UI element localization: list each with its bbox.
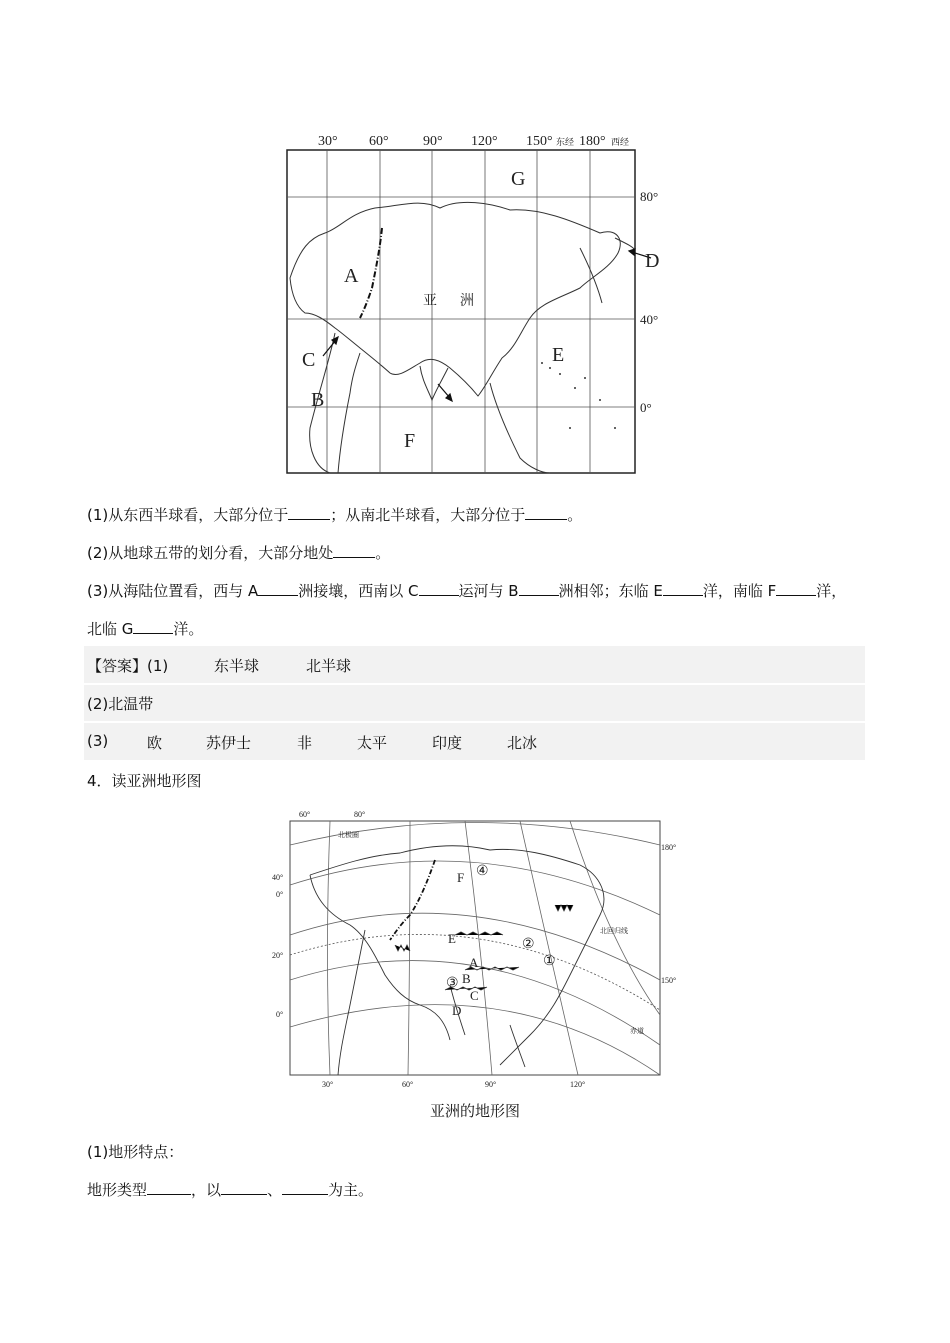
map-label-f: F [404,430,416,452]
map2-right-150: 150° [661,976,677,985]
map2-label-f: F [457,870,465,885]
answer-prefix: 【答案】(1) [87,657,169,675]
asia-position-map [280,128,680,478]
answer-1-a: 东半球 [214,657,260,675]
q3-part1 [87,505,582,525]
map2-bottom-30: 30° [322,1080,334,1089]
answer-row-2 [84,685,865,721]
q4-p2-text-c: 、 [267,1181,283,1199]
lon-west-label: 西经 [611,137,630,147]
map2-top-60: 60° [299,810,311,819]
q4-heading: 4．读亚洲地形图 [87,772,202,790]
lat-40: 40° [640,312,659,327]
q3-p3-text-d: 洲相邻；东临 E [558,582,663,600]
map2-equator: 赤道 [630,1027,644,1035]
answer-3-e: 印度 [432,734,463,752]
q4-part1-line [87,1180,373,1200]
answer-3-b: 苏伊士 [206,734,252,752]
map-title-ya: 亚 [423,294,437,309]
lon-180: 180° [579,134,606,149]
q3-p3-text-e: 洋，南临 F [702,582,777,600]
map2-bottom-120: 120° [570,1080,586,1089]
answer-2: (2)北温带 [87,695,154,713]
answer-row-1 [84,646,865,683]
answer-row-3 [84,723,865,760]
map2-top-80: 80° [354,810,366,819]
map-title-zhou: 洲 [460,294,474,309]
blank[interactable] [776,581,816,596]
blank[interactable] [288,505,330,520]
q3-part3 [87,581,846,601]
map2-arctic-circle: 北极圈 [338,831,359,839]
map2-left-0b: 0° [276,1010,284,1019]
q3-p3-text-c: 运河与 B [458,582,519,600]
blank[interactable] [147,1180,191,1195]
blank[interactable] [221,1180,267,1195]
map2-caption: 亚洲的地形图 [429,1102,520,1120]
answer-3-c: 非 [297,734,313,752]
blank[interactable] [663,581,703,596]
q3-p3-text-b: 洲接壤，西南以 C [298,582,419,600]
map-label-c: C [302,349,316,371]
map2-circled-2: ② [522,937,535,952]
q3-p3b-text-a: 北临 G [87,620,134,638]
map2-circled-4: ④ [476,864,489,879]
map2-right-180: 180° [661,843,677,852]
blank[interactable] [282,1180,328,1195]
q4-part1: (1)地形特点： [87,1143,184,1161]
map2-label-e: E [448,931,456,946]
q4-p2-text-d: 为主。 [328,1181,374,1199]
lon-120: 120° [471,134,498,149]
map2-bottom-60: 60° [402,1080,414,1089]
map2-label-c: C [470,988,479,1003]
q3-part2 [87,543,390,563]
map2-tropic-cancer: 北回归线 [600,927,628,935]
q4-p2-text-a: 地形类型 [87,1181,148,1199]
blank[interactable] [419,581,459,596]
map2-left-20: 20° [272,951,284,960]
blank[interactable] [133,619,173,634]
blank[interactable] [333,543,375,558]
asia-terrain-map [270,805,685,1105]
map2-label-b: B [462,971,471,986]
map2-bottom-90: 90° [485,1080,497,1089]
map-label-e: E [552,344,565,366]
map2-left-40: 40° [272,873,284,882]
q3-p3b-text-b: 洋。 [173,620,204,638]
q3-p2-text-b: 。 [375,544,391,562]
q3-p3-text-a: (3)从海陆位置看，西与 A [87,582,259,600]
answer-3-a: 欧 [147,734,163,752]
map2-circled-1: ① [543,954,556,969]
map2-circled-3: ③ [446,976,459,991]
map-label-b: B [311,389,325,411]
answer-3-f: 北冰 [507,734,538,752]
blank[interactable] [519,581,559,596]
lon-90: 90° [423,134,443,149]
map2-label-d: D [452,1003,462,1018]
lat-0: 0° [640,400,652,415]
blank[interactable] [258,581,298,596]
q3-p1-text-c: 。 [567,506,583,524]
lat-80: 80° [640,189,659,204]
map-label-g: G [511,168,526,190]
q3-p2-text-a: (2)从地球五带的划分看，大部分地处 [87,544,334,562]
lon-150: 150° [526,134,553,149]
map-label-d: D [645,250,660,272]
answer-3-prefix: (3) [87,732,109,750]
q3-part3-cont [87,619,203,639]
answer-3-d: 太平 [357,734,388,752]
map-label-a: A [344,265,359,287]
map2-left-0a: 0° [276,890,284,899]
q3-p1-text-a: (1)从东西半球看，大部分位于 [87,506,289,524]
lon-60: 60° [369,134,389,149]
q4-p2-text-b: ，以 [191,1181,222,1199]
blank[interactable] [525,505,567,520]
lon-30: 30° [318,134,338,149]
answer-1-b: 北半球 [306,657,352,675]
q3-p3-text-f: 洋， [816,582,847,600]
q3-p1-text-b: ；从南北半球看，大部分位于 [330,506,526,524]
lon-east-label: 东经 [556,137,575,147]
map2-label-a: A [469,955,479,970]
